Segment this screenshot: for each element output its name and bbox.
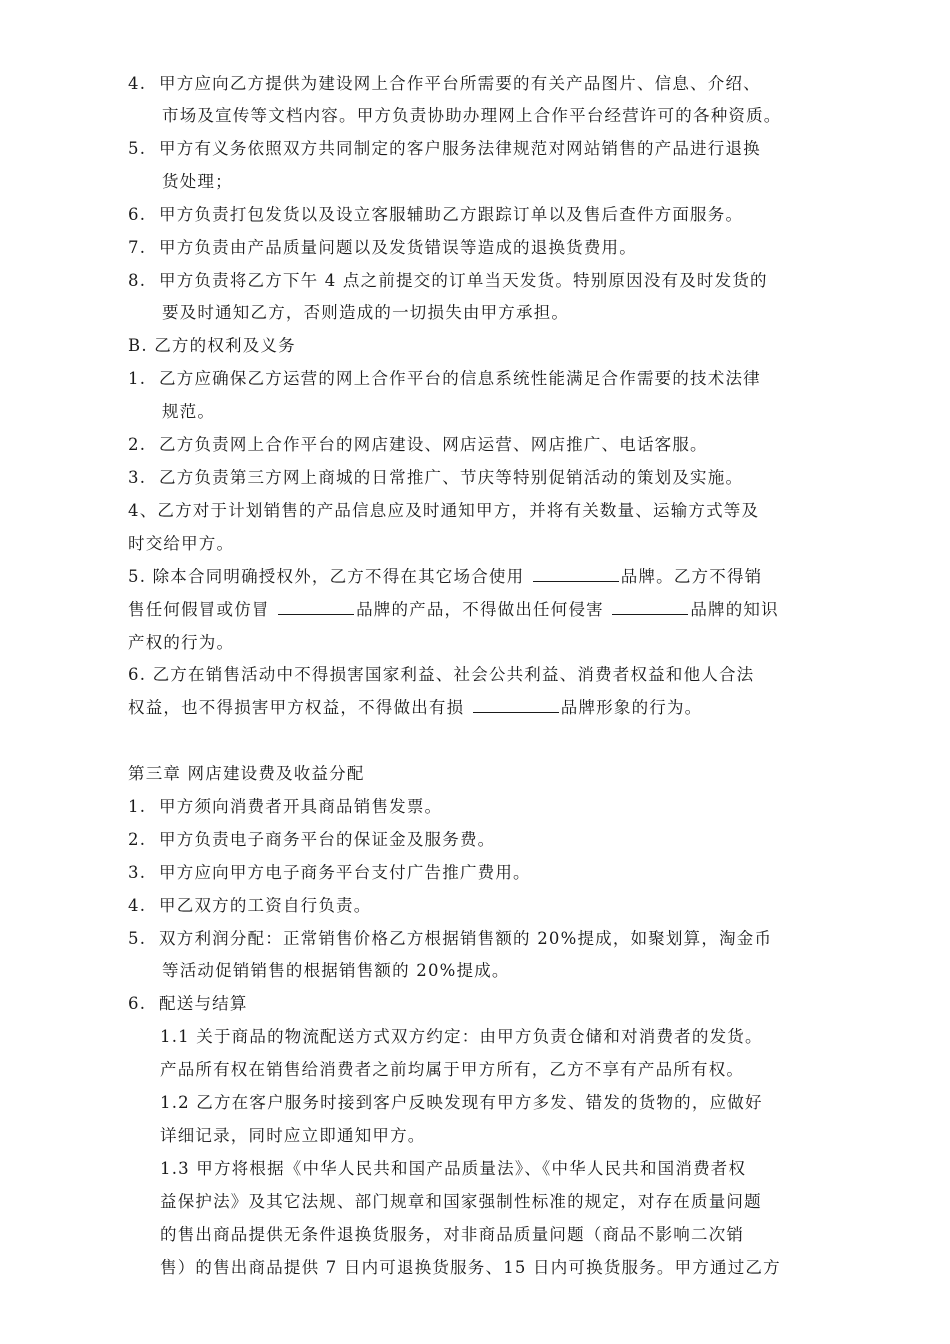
list-item-a5-line2: 货处理；	[162, 172, 233, 191]
list-item-a4-line2: 市场及宣传等文档内容。甲方负责协助办理网上合作平台经营许可的各种资质。	[162, 106, 782, 125]
list-item-c3: 3. 甲方应向甲方电子商务平台支付广告推广费用。	[128, 863, 531, 882]
list-item-b4-line2: 时交给甲方。	[128, 534, 235, 553]
brand-blank-4	[473, 695, 559, 713]
list-item-b6-line2: 权益，也不得损害甲方权益，不得做出有损 品牌形象的行为。	[128, 694, 702, 718]
sub-clause-1-1-line1: 1.1 关于商品的物流配送方式双方约定：由甲方负责仓储和对消费者的发货。	[160, 1027, 763, 1046]
brand-blank-1	[533, 564, 619, 582]
sub-clause-1-1-line2: 产品所有权在销售给消费者之前均属于甲方所有，乙方不享有产品所有权。	[160, 1060, 745, 1079]
list-item-c1: 1. 甲方须向消费者开具商品销售发票。	[128, 797, 443, 816]
brand-blank-2	[278, 597, 354, 615]
list-item-b5-line1: 5. 除本合同明确授权外，乙方不得在其它场合使用 品牌。乙方不得销	[128, 563, 762, 587]
list-item-b1-line1: 1. 乙方应确保乙方运营的网上合作平台的信息系统性能满足合作需要的技术法律	[128, 369, 761, 388]
list-item-c4: 4. 甲乙双方的工资自行负责。	[128, 896, 372, 915]
sub-clause-1-2-line1: 1.2 乙方在客户服务时接到客户反映发现有甲方多发、错发的货物的，应做好	[160, 1093, 763, 1112]
sub-clause-1-3-line3: 的售出商品提供无条件退换货服务，对非商品质量问题（商品不影响二次销	[160, 1225, 745, 1244]
list-item-c6: 6. 配送与结算	[128, 994, 248, 1013]
list-item-a8-line2: 要及时通知乙方，否则造成的一切损失由甲方承担。	[162, 303, 570, 322]
list-item-c5-line2: 等活动促销销售的根据销售额的 20%提成。	[162, 961, 510, 980]
brand-blank-3	[612, 597, 688, 615]
list-item-b1-line2: 规范。	[162, 402, 216, 421]
list-item-a6: 6. 甲方负责打包发货以及设立客服辅助乙方跟踪订单以及售后查件方面服务。	[128, 205, 744, 224]
sub-clause-1-3-line4: 售）的售出商品提供 7 日内可退换货服务、15 日内可换货服务。甲方通过乙方	[160, 1258, 781, 1277]
chapter-3-title: 第三章 网店建设费及收益分配	[128, 764, 365, 783]
list-item-c2: 2. 甲方负责电子商务平台的保证金及服务费。	[128, 830, 496, 849]
list-item-b6-line1: 6. 乙方在销售活动中不得损害国家利益、社会公共利益、消费者权益和他人合法	[128, 665, 755, 684]
section-b-title: B. 乙方的权利及义务	[128, 336, 296, 355]
list-item-a4-line1: 4. 甲方应向乙方提供为建设网上合作平台所需要的有关产品图片、信息、介绍、	[128, 74, 761, 93]
sub-clause-1-3-line2: 益保护法》及其它法规、部门规章和国家强制性标准的规定，对存在质量问题	[160, 1192, 762, 1211]
sub-clause-1-3-line1: 1.3 甲方将根据《中华人民共和国产品质量法》、《中华人民共和国消费者权	[160, 1159, 747, 1178]
list-item-b2: 2. 乙方负责网上合作平台的网店建设、网店运营、网店推广、电话客服。	[128, 435, 708, 454]
list-item-b5-line2: 售任何假冒或仿冒 品牌的产品，不得做出任何侵害 品牌的知识	[128, 596, 779, 620]
list-item-a5-line1: 5. 甲方有义务依照双方共同制定的客户服务法律规范对网站销售的产品进行退换	[128, 139, 761, 158]
list-item-a8-line1: 8. 甲方负责将乙方下午 4 点之前提交的订单当天发货。特别原因没有及时发货的	[128, 271, 768, 290]
list-item-b5-line3: 产权的行为。	[128, 633, 235, 652]
sub-clause-1-2-line2: 详细记录，同时应立即通知甲方。	[160, 1126, 426, 1145]
list-item-c5-line1: 5. 双方利润分配：正常销售价格乙方根据销售额的 20%提成，如聚划算，淘金币	[128, 929, 773, 948]
list-item-a7: 7. 甲方负责由产品质量问题以及发货错误等造成的退换货费用。	[128, 238, 637, 257]
list-item-b4-line1: 4、乙方对于计划销售的产品信息应及时通知甲方，并将有关数量、运输方式等及	[128, 501, 760, 520]
list-item-b3: 3. 乙方负责第三方网上商城的日常推广、节庆等特别促销活动的策划及实施。	[128, 468, 744, 487]
